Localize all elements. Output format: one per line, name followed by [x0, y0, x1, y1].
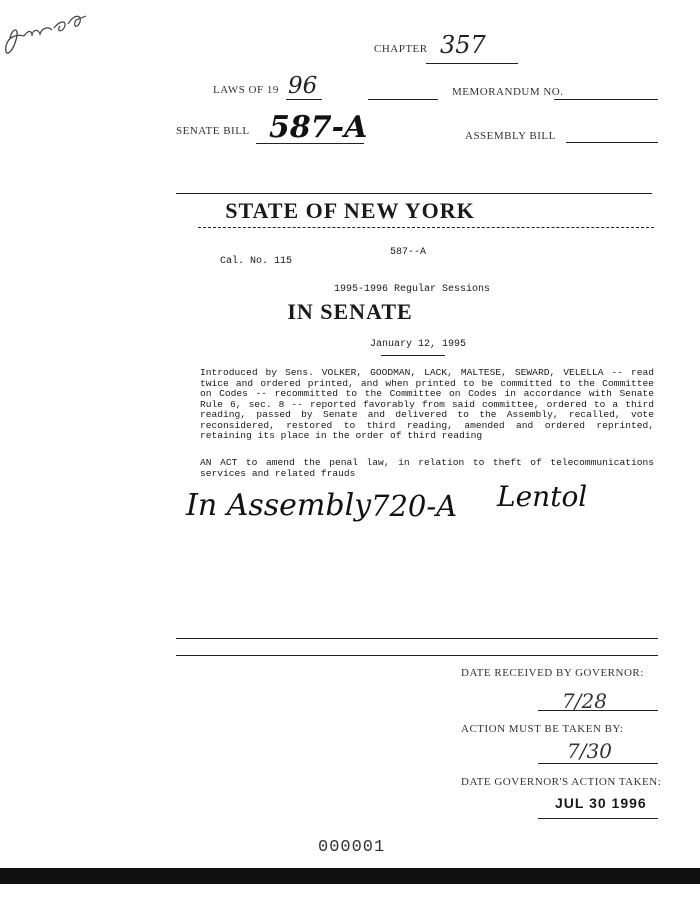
action-taken-stamp: JUL 30 1996	[555, 795, 647, 811]
footer-divider-2	[176, 655, 658, 656]
laws-year-underline	[286, 99, 322, 100]
calendar-number: Cal. No. 115	[220, 256, 293, 267]
senate-bill-underline	[256, 143, 364, 144]
page-number: 000001	[318, 838, 386, 857]
assembly-bill-underline	[566, 142, 658, 143]
action-must-value: 7/30	[567, 739, 612, 763]
assembly-bill-label: ASSEMBLY BILL	[465, 130, 556, 142]
laws-label: LAWS OF 19	[213, 84, 279, 96]
action-taken-label: DATE GOVERNOR'S ACTION TAKEN:	[461, 776, 662, 788]
bill-id: 587--A	[390, 247, 427, 258]
action-must-underline	[538, 763, 658, 764]
footer-divider-1	[176, 638, 658, 639]
chapter-number: 357	[440, 31, 486, 59]
state-title: STATE OF NEW YORK	[225, 198, 475, 223]
senate-bill-label: SENATE BILL	[176, 125, 250, 137]
laws-blank-line	[368, 99, 438, 100]
memorandum-label: MEMORANDUM NO.	[452, 86, 564, 98]
senate-bill-number: 587-A	[269, 110, 368, 145]
scan-edge-bar	[0, 868, 700, 884]
laws-year: 96	[288, 73, 318, 99]
date-rule	[381, 355, 445, 356]
date-received-value: 7/28	[562, 689, 607, 713]
corner-handwritten-initials	[2, 6, 94, 68]
session-label: 1995-1996 Regular Sessions	[334, 284, 491, 295]
action-must-label: ACTION MUST BE TAKEN BY:	[461, 723, 624, 735]
action-taken-underline	[538, 818, 658, 819]
header-divider	[176, 193, 652, 194]
memorandum-underline	[554, 99, 658, 100]
sponsor-note: Lentol	[497, 480, 588, 513]
act-title: AN ACT to amend the penal law, in relation to theft of telecommunications services and related frauds	[200, 457, 654, 479]
date-received-label: DATE RECEIVED BY GOVERNOR:	[461, 667, 644, 679]
house-title: IN SENATE	[287, 299, 413, 324]
date-received-underline	[538, 710, 658, 711]
assembly-note: In Assembly	[186, 488, 372, 523]
assembly-bill-number: 720-A	[371, 489, 458, 523]
introduction-date: January 12, 1995	[370, 339, 467, 350]
introduction-paragraph: Introduced by Sens. VOLKER, GOODMAN, LACK, MALTESE, SEWARD, VELELLA -- read twice and ordered printed, and when printed to be committed to the Committee on Codes -- recommitted to the Committee on Codes in accordance with Senate Rule 6, sec. 8 -- reported favorably from said committee, ordered to a third reading, passed by Senate and delivered to the Assembly, recalled, vote reconsidered, restored to third reading, amended and ordered reprinted, retaining its place in the order of third reading	[200, 367, 654, 441]
chapter-label: CHAPTER	[374, 43, 428, 55]
chapter-underline	[426, 63, 518, 64]
title-rule	[198, 227, 654, 228]
